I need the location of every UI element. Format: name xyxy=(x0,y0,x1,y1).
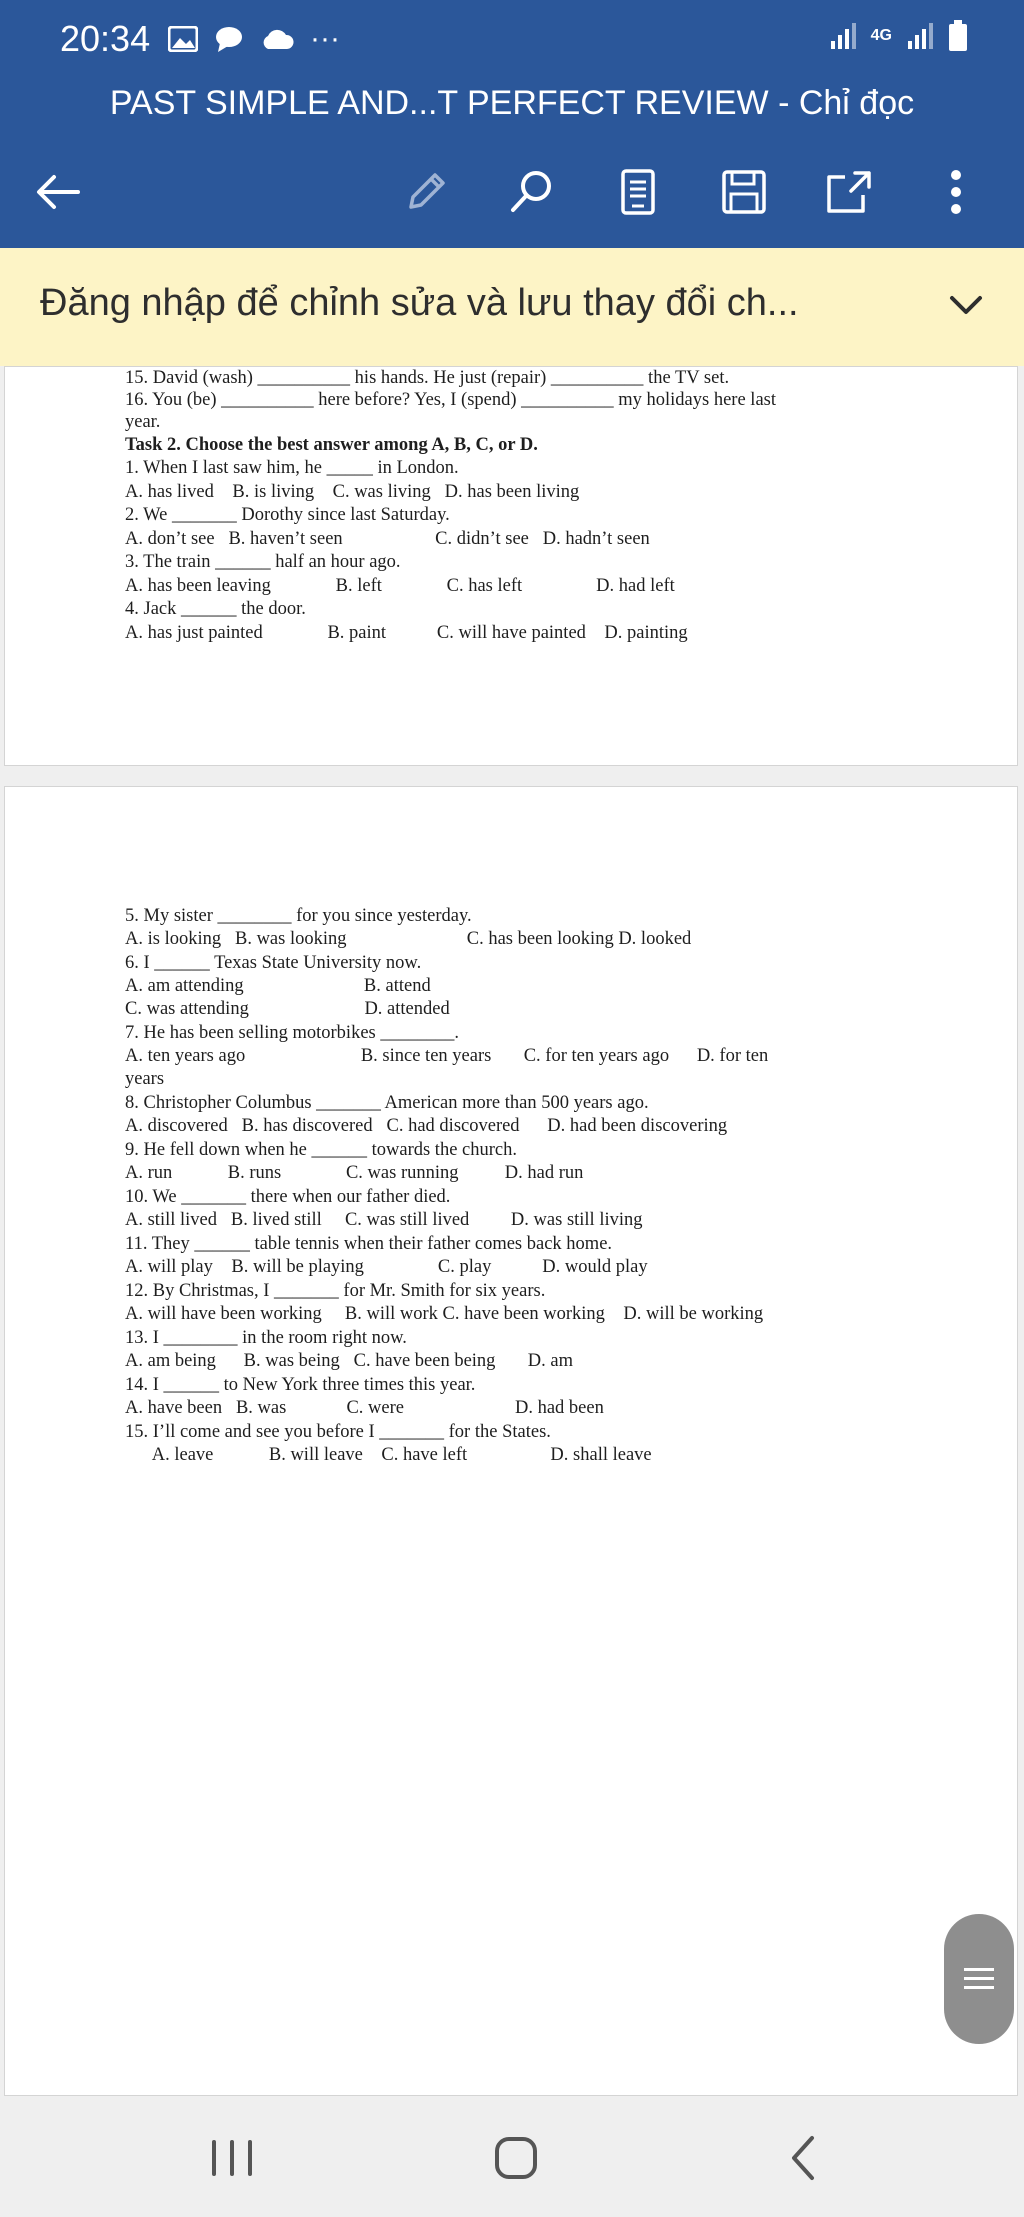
doc-line: 14. I ______ to New York three times this year. xyxy=(125,1375,476,1395)
nav-back-icon[interactable] xyxy=(772,2126,836,2190)
doc-line: A. still lived B. lived still C. was still lived D. was still living xyxy=(125,1210,643,1230)
more-options-button[interactable] xyxy=(926,162,986,222)
reading-view-button[interactable] xyxy=(608,162,668,222)
doc-line: A. discovered B. has discovered C. had discovered D. had been discovering xyxy=(125,1116,728,1136)
document-title: PAST SIMPLE AND...T PERFECT REVIEW - Chỉ đọc xyxy=(109,84,915,122)
doc-line: 10. We _______ there when our father died. xyxy=(125,1187,451,1207)
doc-line: 7. He has been selling motorbikes ________. xyxy=(125,1023,459,1043)
doc-line: 5. My sister ________ for you since yesterday. xyxy=(125,906,472,926)
system-nav-bar xyxy=(0,2100,1024,2217)
battery-icon xyxy=(948,20,968,52)
doc-line: 6. I ______ Texas State University now. xyxy=(125,953,422,973)
chat-icon xyxy=(214,25,244,53)
signal-icon xyxy=(829,21,857,51)
doc-line: A. is looking B. was looking C. has been looking D. looked xyxy=(125,929,692,949)
chevron-down-icon[interactable] xyxy=(944,284,988,328)
signal-icon-2 xyxy=(906,21,934,51)
edit-button[interactable] xyxy=(396,162,456,222)
search-button[interactable] xyxy=(502,162,562,222)
doc-line: A. am being B. was being C. have been being D. am xyxy=(125,1351,574,1371)
doc-line: A. don’t see B. haven’t seen C. didn’t see D. hadn’t seen xyxy=(125,529,650,549)
doc-line: 15. David (wash) __________ his hands. He just (repair) __________ the TV set. xyxy=(125,368,730,388)
back-arrow-icon xyxy=(34,172,82,212)
doc-line: 15. I’ll come and see you before I _______ for the States. xyxy=(125,1422,551,1442)
doc-line: A. have been B. was C. were D. had been xyxy=(125,1398,604,1418)
doc-line: A. has lived B. is living C. was living D. has been living xyxy=(125,482,580,502)
toolbar xyxy=(0,150,1024,230)
doc-line: A. am attending B. attend xyxy=(125,976,431,996)
more-vertical-icon xyxy=(949,169,963,215)
sign-in-banner-text: Đăng nhập để chỉnh sửa và lưu thay đổi ch... xyxy=(40,282,799,324)
doc-line: year. xyxy=(125,412,161,432)
share-button[interactable] xyxy=(820,162,880,222)
doc-line: 1. When I last saw him, he _____ in London. xyxy=(125,458,459,478)
search-icon xyxy=(508,168,556,216)
doc-line: 9. He fell down when he ______ towards the church. xyxy=(125,1140,517,1160)
task-heading: Task 2. Choose the best answer among A, B, C, or D. xyxy=(125,435,538,455)
document-page-1 xyxy=(4,366,1018,766)
doc-line: 2. We _______ Dorothy since last Saturday. xyxy=(125,505,450,525)
app-bar xyxy=(0,0,1024,248)
network-type: 4G xyxy=(870,27,892,44)
doc-line: 11. They ______ table tennis when their father comes back home. xyxy=(125,1234,613,1254)
doc-line: A. run B. runs C. was running D. had run xyxy=(125,1163,584,1183)
system-indicators xyxy=(829,20,968,52)
doc-line: 12. By Christmas, I _______ for Mr. Smith for six years. xyxy=(125,1281,546,1301)
status-bar xyxy=(0,0,1024,80)
reading-view-icon xyxy=(620,168,656,216)
doc-line: 4. Jack ______ the door. xyxy=(125,599,306,619)
share-icon xyxy=(825,169,875,215)
doc-line: A. has just painted B. paint C. will have painted D. painting xyxy=(125,623,688,643)
cloud-icon xyxy=(260,27,294,51)
document-page-2 xyxy=(4,786,1018,2096)
home-icon[interactable] xyxy=(484,2126,548,2190)
doc-line: A. has been leaving B. left C. has left D. had left xyxy=(125,576,675,596)
notification-icons xyxy=(168,22,340,56)
doc-line: 3. The train ______ half an hour ago. xyxy=(125,552,401,572)
doc-line: A. ten years ago B. since ten years C. for ten years ago D. for ten xyxy=(125,1046,769,1066)
back-button[interactable] xyxy=(28,162,88,222)
gallery-icon xyxy=(168,26,198,52)
doc-line: C. was attending D. attended xyxy=(125,999,450,1019)
sign-in-banner[interactable] xyxy=(0,248,1024,366)
more-notifications: ··· xyxy=(310,22,340,55)
doc-line: 13. I ________ in the room right now. xyxy=(125,1328,407,1348)
doc-line: A. will play B. will be playing C. play D. would play xyxy=(125,1257,648,1277)
doc-line: A. leave B. will leave C. have left D. shall leave xyxy=(125,1445,652,1465)
pencil-icon xyxy=(403,169,449,215)
status-time: 20:34 xyxy=(60,18,151,59)
doc-line: 8. Christopher Columbus _______ American more than 500 years ago. xyxy=(125,1093,649,1113)
doc-line: 16. You (be) __________ here before? Yes, I (spend) __________ my holidays here last xyxy=(125,390,776,410)
recent-apps-icon[interactable] xyxy=(200,2126,264,2190)
doc-line: years xyxy=(125,1069,165,1089)
save-icon xyxy=(721,169,767,215)
save-button[interactable] xyxy=(714,162,774,222)
scroll-thumb[interactable] xyxy=(944,1914,1014,2044)
doc-line: A. will have been working B. will work C. have been working D. will be working xyxy=(125,1304,764,1324)
